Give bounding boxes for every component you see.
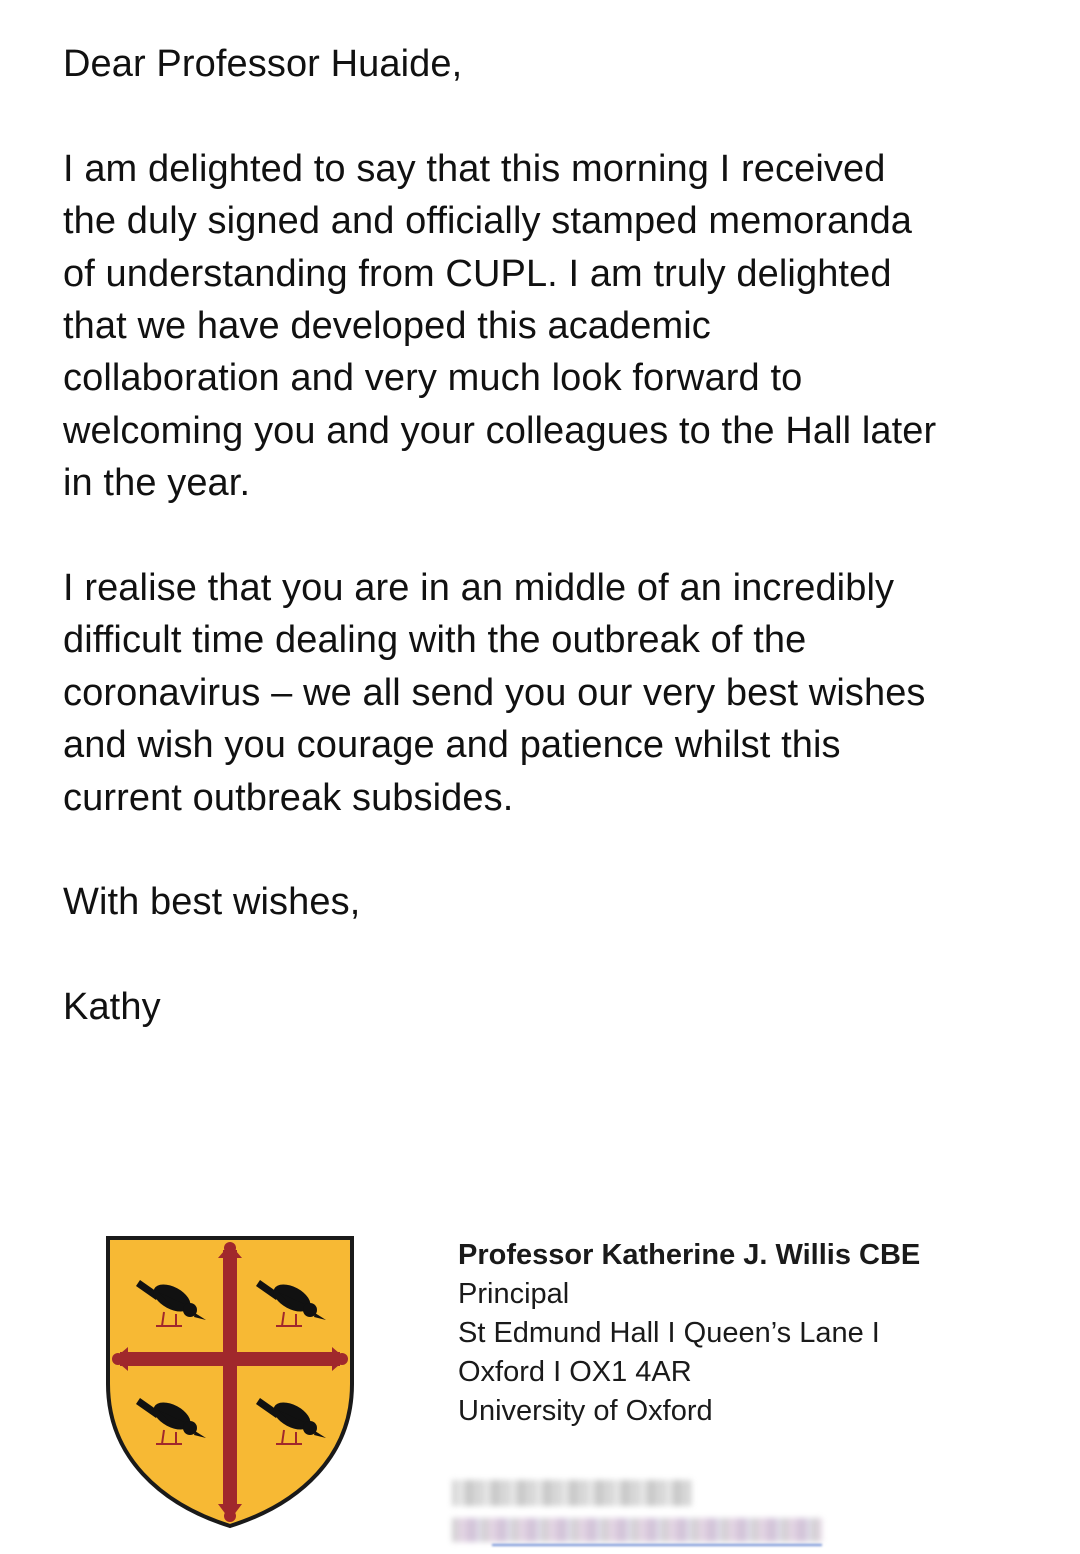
signature-address-line-1: St Edmund Hall I Queen’s Lane I	[458, 1317, 880, 1349]
redacted-email-link[interactable]	[452, 1518, 822, 1542]
paragraph-1-line: collaboration and very much look forward to	[63, 357, 803, 400]
college-crest-shield-icon	[104, 1234, 356, 1530]
paragraph-2-line: I realise that you are in an middle of an incredibly	[63, 567, 895, 610]
paragraph-1-line: welcoming you and your colleagues to the Hall later	[63, 409, 937, 452]
salutation: Dear Professor Huaide,	[63, 43, 463, 85]
paragraph-1-line: of understanding from CUPL. I am truly delighted	[63, 252, 892, 295]
closing: With best wishes,	[63, 881, 361, 924]
redacted-phone	[452, 1480, 692, 1506]
signature-address-line-2: Oxford I OX1 4AR	[458, 1356, 692, 1388]
signature-name: Professor Katherine J. Willis CBE	[458, 1239, 921, 1271]
paragraph-1-line: in the year.	[63, 462, 251, 505]
paragraph-2-line: current outbreak subsides.	[63, 776, 514, 819]
redacted-link-underline	[492, 1544, 822, 1546]
paragraph-spacer	[63, 824, 1053, 876]
email-signature	[458, 1236, 1058, 1431]
paragraph-1-line: that we have developed this academic	[63, 305, 711, 348]
paragraph-2-line: coronavirus – we all send you our very best wishes	[63, 671, 926, 714]
sender-first-name: Kathy	[63, 986, 161, 1029]
letter-body	[63, 38, 1053, 1034]
paragraph-2-line: difficult time dealing with the outbreak of the	[63, 619, 807, 662]
paragraph-1	[63, 143, 1053, 510]
paragraph-2-line: and wish you courage and patience whilst this	[63, 724, 841, 767]
paragraph-spacer	[63, 929, 1053, 981]
paragraph-1-line: the duly signed and officially stamped memoranda	[63, 200, 913, 243]
paragraph-2	[63, 562, 1053, 824]
signature-title: Principal	[458, 1278, 570, 1310]
paragraph-spacer	[63, 510, 1053, 562]
paragraph-1-line: I am delighted to say that this morning I received	[63, 147, 886, 190]
paragraph-spacer	[63, 90, 1053, 142]
signature-institution: University of Oxford	[458, 1395, 713, 1427]
redacted-contact-details	[452, 1478, 832, 1548]
